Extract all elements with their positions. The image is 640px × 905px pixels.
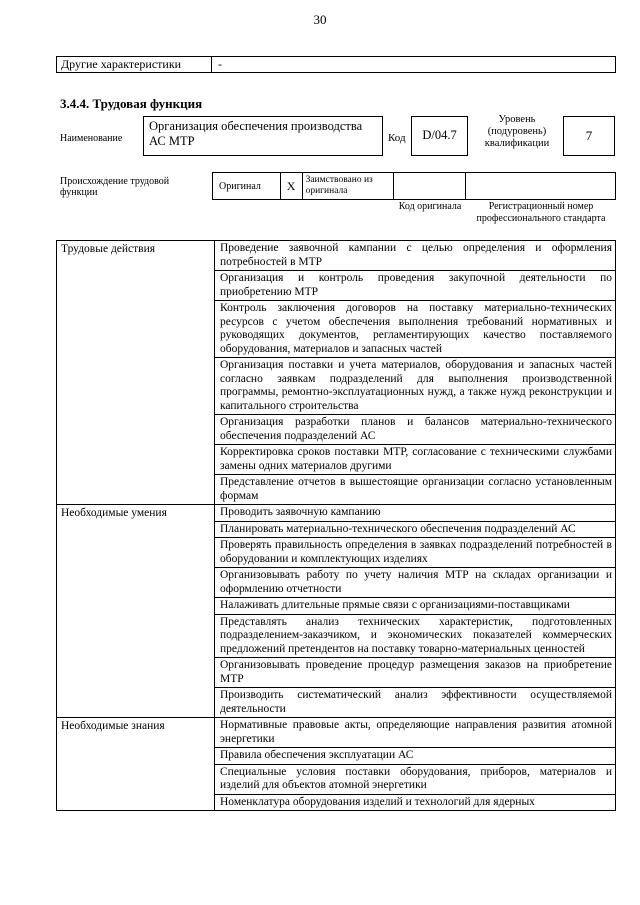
reg-number-label: Регистрационный номер профессионального стандарта bbox=[476, 201, 606, 224]
group-item: Корректировка сроков поставки МТР, согласование с техническими службами замены одних материалов другими bbox=[215, 445, 616, 475]
group-item: Представлять анализ технических характеристик, подготовленных подразделением-заказчиком, и экономических показателей коммерческих предложений претендентов на поставку товарно-материальных ценностей bbox=[215, 614, 616, 658]
group-item: Проводить заявочную кампанию bbox=[215, 505, 616, 522]
page-number: 30 bbox=[313, 12, 327, 27]
group-title: Трудовые действия bbox=[57, 241, 215, 505]
group-item: Налаживать длительные прямые связи с организациями-поставщиками bbox=[215, 598, 616, 615]
other-characteristics-value: - bbox=[218, 57, 222, 71]
table-row bbox=[57, 241, 616, 271]
level-label: Уровень (подуровень) квалификации bbox=[484, 114, 550, 149]
group-item: Организация поставки и учета материалов, оборудования и запасных частей согласно заявкам подразделений для выполнения производственной программы, ремонтно-эксплуатационных нужд, а также нужд реконструкции и капитального строительства bbox=[215, 358, 616, 415]
group-title: Необходимые умения bbox=[57, 505, 215, 718]
name-label: Наименование bbox=[60, 133, 123, 144]
reg-number-cell bbox=[466, 173, 615, 199]
name-value: Организация обеспечения производства АС МТР bbox=[143, 116, 383, 156]
origin-table bbox=[212, 172, 616, 200]
code-label: Код bbox=[388, 132, 406, 144]
group-item: Правила обеспечения эксплуатации АС bbox=[215, 748, 616, 765]
group-item: Планировать материально-технического обеспечения подразделений АС bbox=[215, 521, 616, 538]
group-item: Организация разработки планов и балансов материально-технического обеспечения подразделений АС bbox=[215, 415, 616, 445]
code-original-cell bbox=[394, 173, 466, 199]
section-title: 3.4.4. Трудовая функция bbox=[60, 96, 203, 111]
table-row bbox=[57, 505, 616, 522]
group-item: Представление отчетов в вышестоящие организации согласно установленным формам bbox=[215, 475, 616, 505]
labor-function-table bbox=[56, 240, 616, 811]
code-original-label: Код оригинала bbox=[398, 201, 462, 212]
borrowed-label: Заимствовано из оригинала bbox=[303, 173, 395, 199]
other-characteristics-label: Другие характеристики bbox=[57, 57, 212, 72]
original-mark: X bbox=[281, 173, 303, 199]
group-item: Проведение заявочной кампании с целью определения и оформления потребностей в МТР bbox=[215, 241, 616, 271]
group-title: Необходимые знания bbox=[57, 718, 215, 811]
group-item: Проверять правильность определения в заявках подразделений потребностей в оборудовании и комплектующих изделиях bbox=[215, 538, 616, 568]
other-characteristics-row bbox=[56, 56, 616, 73]
origin-label: Происхождение трудовой функции bbox=[60, 176, 170, 198]
group-item: Нормативные правовые акты, определяющие направления развития атомной энергетики bbox=[215, 718, 616, 748]
group-item: Организовывать работу по учету наличия МТР на складах организации и оформлению отчетности bbox=[215, 568, 616, 598]
group-item: Специальные условия поставки оборудования, приборов, материалов и изделий для объектов атомной энергетики bbox=[215, 764, 616, 794]
table-row bbox=[57, 718, 616, 748]
group-item: Номенклатура оборудования изделий и технологий для ядерных bbox=[215, 794, 616, 811]
group-item: Организация и контроль проведения закупочной деятельности по приобретению МТР bbox=[215, 271, 616, 301]
group-item: Организовывать проведение процедур размещения заказов на приобретение МТР bbox=[215, 658, 616, 688]
group-item: Производить систематический анализ эффективности осуществляемой деятельности bbox=[215, 688, 616, 718]
original-label: Оригинал bbox=[213, 173, 281, 199]
group-item: Контроль заключения договоров на поставку материально-технических ресурсов с учетом обеспечения выполнения требований нормативных и руководящих документов, регламентирующих качество поставляемого оборудования, материалов и запасных частей bbox=[215, 301, 616, 358]
code-value: D/04.7 bbox=[411, 116, 468, 156]
level-value: 7 bbox=[563, 116, 615, 156]
